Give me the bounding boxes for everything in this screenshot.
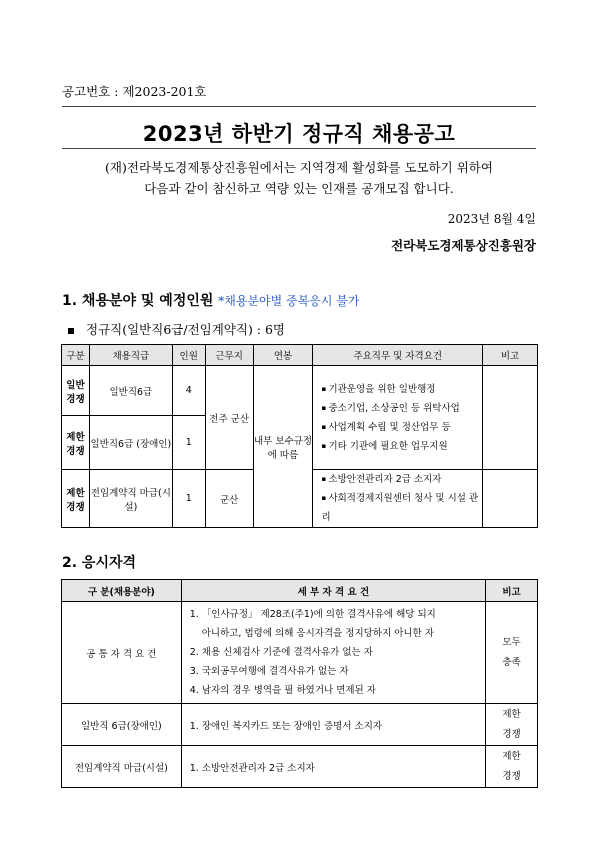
- intro-line: 다음과 같이 참신하고 역량 있는 인재를 공개모집 합니다.: [144, 181, 454, 196]
- salary: 내부 보수규정에 따름: [253, 366, 313, 528]
- square-bullet-icon: [68, 328, 74, 334]
- duties-cell: [313, 470, 483, 528]
- duty-item: ▪ 중소기업, 소상공인 등 위탁사업: [321, 399, 482, 418]
- table-row: [62, 602, 538, 704]
- section-heading: [62, 552, 136, 572]
- recruit-type: 일반 경쟁: [62, 366, 90, 416]
- column-header: 세 부 자 격 요 건: [181, 580, 485, 602]
- divider: [62, 148, 536, 149]
- duty-item: ▪ 기타 기관에 필요한 업무지원: [321, 437, 482, 456]
- column-header: 구분: [62, 345, 90, 366]
- requirement-line: 1. 장애인 복지카드 또는 장애인 증명서 소지자: [189, 720, 383, 732]
- remarks: [483, 366, 538, 470]
- eligibility-category: 전임계약직 마급(시설): [62, 746, 182, 788]
- recruitment-table: [61, 344, 538, 528]
- table-header-row: [62, 580, 538, 602]
- recruit-type: 제한 경쟁: [62, 470, 90, 528]
- eligibility-note: 제한 경쟁: [486, 746, 538, 788]
- page-title: 2023년 하반기 정규직 채용공고: [142, 122, 456, 146]
- subheading: [68, 320, 285, 338]
- column-header: 채용직급: [89, 345, 172, 366]
- organization-name: 전라북도경제통상진흥원장: [391, 238, 536, 253]
- duty-item: ▪ 소방안전관리자 2급 소지자: [321, 470, 482, 489]
- section-heading: [62, 290, 359, 310]
- requirements-cell: [181, 602, 485, 704]
- recruit-count: 1: [172, 470, 205, 528]
- column-header: 인원: [172, 345, 205, 366]
- requirement-line: 1. 「인사규정」 제28조(주1)에 의한 결격사유에 해당 되지: [189, 609, 436, 620]
- column-header: 주요직무 및 자격요건: [313, 345, 483, 366]
- recruit-type: 제한 경쟁: [62, 416, 90, 470]
- section-title: 2. 응시자격: [62, 555, 137, 571]
- column-header: 구 분(채용분야): [62, 580, 182, 602]
- requirement-line: 4. 남자의 경우 병역을 필 하였거나 면제된 자: [189, 685, 376, 696]
- requirements-cell: [181, 704, 485, 746]
- section-title: 1. 채용분야 및 예정인원: [62, 293, 214, 309]
- requirement-line: 아니하고, 법령에 의해 응시자격을 정지당하지 아니한 자: [201, 628, 434, 639]
- remarks: [483, 470, 538, 528]
- duties-cell: [313, 366, 483, 470]
- column-header: 연봉: [253, 345, 313, 366]
- table-header-row: [62, 345, 538, 366]
- recruit-grade: 일반직6급: [89, 366, 172, 416]
- requirement-line: 1. 소방안전관리자 2급 소지자: [189, 762, 315, 774]
- eligibility-note: 모두 충족: [486, 602, 538, 704]
- column-header: 비고: [483, 345, 538, 366]
- divider: [62, 106, 536, 107]
- eligibility-table: [61, 579, 538, 788]
- requirement-line: 2. 채용 신체검사 기준에 결격사유가 없는 자: [189, 647, 373, 658]
- intro-line: (재)전라북도경제통상진흥원에서는 지역경제 활성화를 도모하기 위하여: [105, 160, 493, 175]
- duty-item: ▪ 사회적경제지원센터 청사 및 시설 관리: [321, 489, 482, 527]
- duty-item: ▪ 사업계획 수립 및 정산업무 등: [321, 418, 482, 437]
- recruit-grade: 일반직6급 (장애인): [89, 416, 172, 470]
- announcement-date: 2023년 8월 4일: [447, 212, 536, 226]
- eligibility-category: 일반직 6급(장애인): [62, 704, 182, 746]
- duty-item: ▪ 기관운영을 위한 일반행정: [321, 380, 482, 399]
- recruit-count: 4: [172, 366, 205, 416]
- recruit-count: 1: [172, 416, 205, 470]
- column-header: 비고: [486, 580, 538, 602]
- notice-number: 공고번호 : 제2023-201호: [62, 84, 207, 99]
- subheading-text: 정규직(일반직6급/전임계약직) : 6명: [86, 322, 286, 337]
- work-location: 군산: [205, 470, 253, 528]
- work-location: 전주 군산: [205, 366, 253, 470]
- column-header: 근무지: [205, 345, 253, 366]
- table-row: [62, 704, 538, 746]
- eligibility-category: 공 통 자 격 요 건: [62, 602, 182, 704]
- requirement-line: 3. 국외공무여행에 결격사유가 없는 자: [189, 666, 349, 677]
- section-note: *채용분야별 중복응시 불가: [218, 294, 360, 308]
- recruit-grade: 전임계약직 마급(시설): [89, 470, 172, 528]
- table-row: [62, 366, 538, 416]
- requirements-cell: [181, 746, 485, 788]
- table-row: [62, 746, 538, 788]
- eligibility-note: 제한 경쟁: [486, 704, 538, 746]
